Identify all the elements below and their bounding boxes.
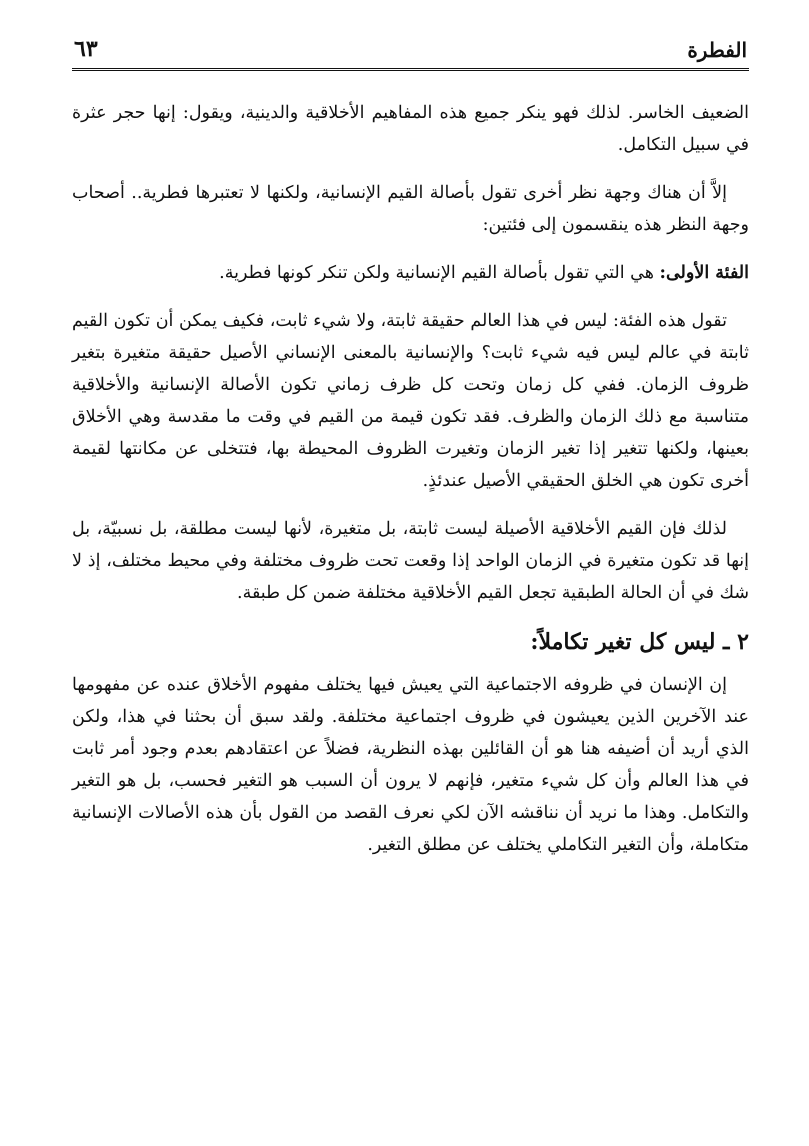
paragraph-4: تقول هذه الفئة: ليس في هذا العالم حقيقة ثابتة، ولا شيء ثابت، فكيف يمكن أن تكون القيم ثابتة في عالم ليس فيه شيء ثابت؟ والإنسانية بالمعنى الإنساني الأصيل حقيقة متغيرة بتغير ظروف الزمان. ففي كل زمان وتحت كل ظرف زماني تكون الأصالة الإنسانية والأخلاقية متناسبة مع ذلك الزمان والظرف. فقد تكون قيمة من القيم في وقت ما مقدسة وهي الأخلاق بعينها، ولكنها تتغير إذا تغير الزمان وتغيرت الظروف المحيطة بها، فتتخلى عن مكانتها لقيمة أخرى تكون هي الخلق الحقيقي الأصيل عندئذٍ. — [72, 311, 749, 491]
chapter-title: الفطرة — [687, 38, 747, 62]
page-body — [72, 97, 749, 861]
paragraph-3 — [72, 257, 749, 289]
paragraph-2: إلاَّ أن هناك وجهة نظر أخرى تقول بأصالة القيم الإنسانية، ولكنها لا تعتبرها فطرية.. أصحاب وجهة النظر هذه ينقسمون إلى فئتين: — [72, 183, 749, 235]
paragraph-1: الضعيف الخاسر. لذلك فهو ينكر جميع هذه المفاهيم الأخلاقية والدينية، ويقول: إنها حجر عثرة في سبيل التكامل. — [72, 103, 749, 155]
running-header — [72, 28, 749, 71]
page-number: ٦٣ — [74, 36, 98, 62]
paragraph-5: لذلك فإن القيم الأخلاقية الأصيلة ليست ثابتة، بل متغيرة، لأنها ليست مطلقة، بل نسبيّة، بل إنها قد تكون متغيرة في الزمان الواحد إذا وقعت تحت ظروف مختلفة وفي محيط مختلف، إذ لا شك في أن الحالة الطبقية تجعل القيم الأخلاقية مختلفة ضمن كل طبقة. — [72, 519, 749, 603]
section-heading: ٢ ـ ليس كل تغير تكاملاً: — [530, 629, 749, 655]
first-group-text: هي التي تقول بأصالة القيم الإنسانية ولكن تنكر كونها فطرية. — [219, 263, 660, 283]
first-group-label: الفئة الأولى: — [659, 263, 749, 283]
paragraph-6: إن الإنسان في ظروفه الاجتماعية التي يعيش فيها يختلف مفهوم الأخلاق عنده عن مفهومها عند الآخرين الذين يعيشون في ظروف اجتماعية مختلفة. ولقد سبق أن بحثنا في هذا، ولكن الذي أريد أن أضيفه هنا هو أن القائلين بهذه النظرية، فضلاً عن اعتقادهم بعدم وجود أمر ثابت في هذا العالم وأن كل شيء متغير، فإنهم لا يرون أن السبب هو التغير فحسب، بل هو التغير والتكامل. وهذا ما نريد أن نناقشه الآن لكي نعرف القصد من القول بأن هذه الأصالات الإنسانية متكاملة، وأن التغير التكاملي يختلف عن مطلق التغير. — [72, 675, 749, 855]
